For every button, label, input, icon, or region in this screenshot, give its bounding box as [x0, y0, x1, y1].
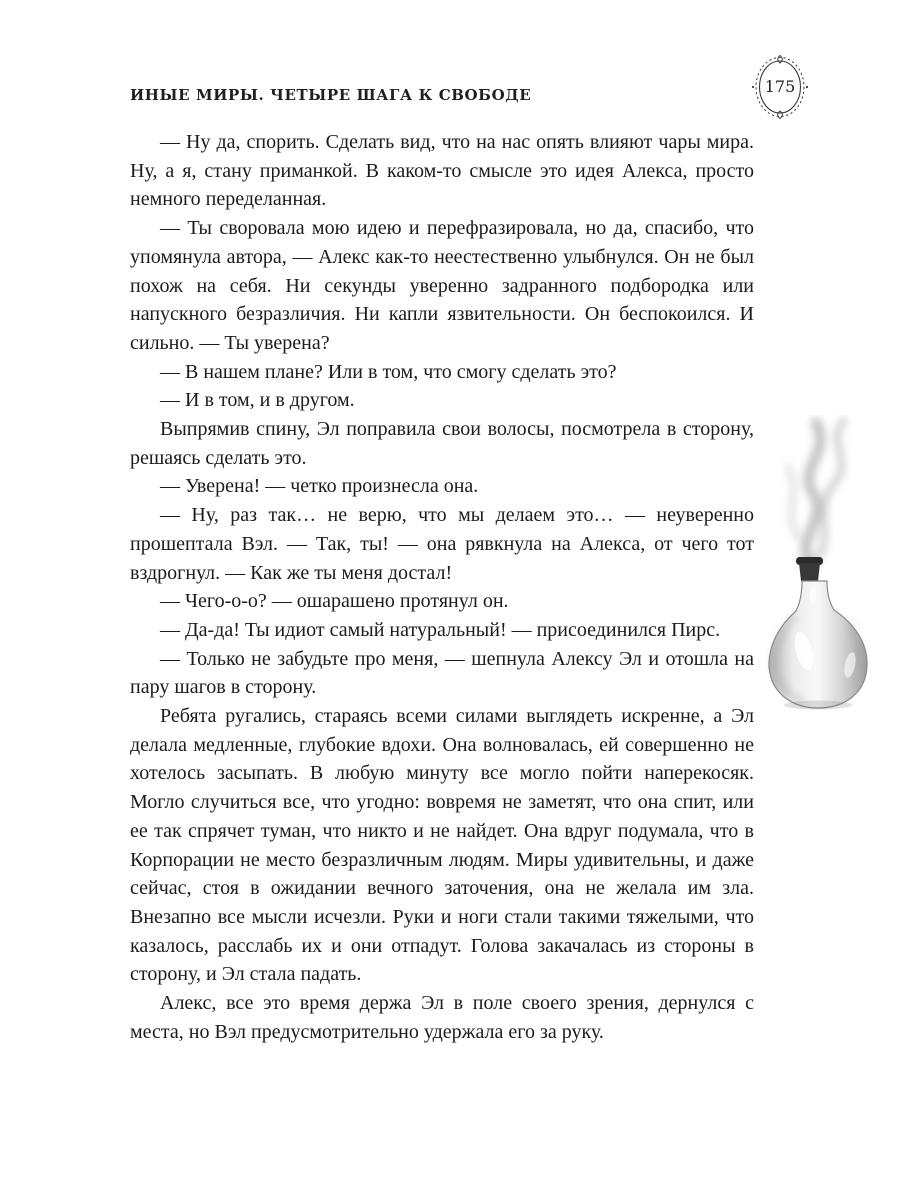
- body-text: [130, 128, 754, 1047]
- paragraph: — Только не забудьте про меня, — шепнула Алексу Эл и отошла на пару шагов в сторону.: [130, 647, 754, 699]
- smoke-bottle-icon: [758, 415, 890, 715]
- paragraph: Алекс, все это время держа Эл в поле своего зрения, дернулся с места, но Вэл предусмотрительно удержала его за руку.: [130, 992, 754, 1043]
- paragraph: Ребята ругались, стараясь всеми силами выглядеть искренне, а Эл делала медленные, глубокие вдохи. Она волновалась, ей совершенно не хотелось засыпать. В любую минуту все могло пойти наперекосяк. Могло случиться все, что угодно: вовремя не заметят, что она спит, или ее так спрячет туман, что никто и не найдет. Она вдруг подумала, что в Корпорации не место безразличным людям. Миры удивительны, и даже сейчас, стоя в ожидании вечного заточения, она не желала им зла. Внезапно все мысли исчезли. Руки и ноги стали такими тяжелыми, что казалось, расслабь их и они отпадут. Голова закачалась из стороны в сторону, и Эл стала падать.: [130, 705, 754, 986]
- paragraph: — В нашем плане? Или в том, что смогу сделать это?: [160, 360, 617, 383]
- paragraph: — Ну да, спорить. Сделать вид, что на нас опять влияют чары мира. Ну, а я, стану приманкой. В каком-то смысле это идея Алекса, просто немного переделанная.: [130, 131, 754, 211]
- running-header: ИНЫЕ МИРЫ. ЧЕТЫРЕ ШАГА К СВОБОДЕ: [130, 86, 532, 104]
- page-number-ornament: [750, 54, 810, 120]
- paragraph: — Уверена! — четко произнесла она.: [160, 475, 479, 498]
- paragraph: — Ты своровала мою идею и перефразировала, но да, спасибо, что упомянула автора, — Алекс как-то неестественно улыбнулся. Он не был похож на себя. Ни секунды уверенно задранного подбородка или напускного безразличия. Ни капли язвительности. Он беспокоился. И сильно. — Ты уверена?: [130, 217, 754, 354]
- paragraph: — И в том, и в другом.: [160, 389, 355, 412]
- page-number: 175: [764, 77, 796, 96]
- paragraph: — Да-да! Ты идиот самый натуральный! — присоединился Пирс.: [160, 618, 721, 641]
- paragraph: Выпрямив спину, Эл поправила свои волосы, посмотрела в сторону, решаясь сделать это.: [130, 418, 754, 469]
- smoke-bottle-illustration: [758, 415, 890, 715]
- paragraph: — Ну, раз так… не верю, что мы делаем это… — неуверенно прошептала Вэл. — Так, ты! — она рявкнула на Алекса, от чего тот вздрогнул. — Как же ты меня достал!: [130, 504, 754, 584]
- paragraph: — Чего-о-о? — ошарашено протянул он.: [160, 590, 509, 613]
